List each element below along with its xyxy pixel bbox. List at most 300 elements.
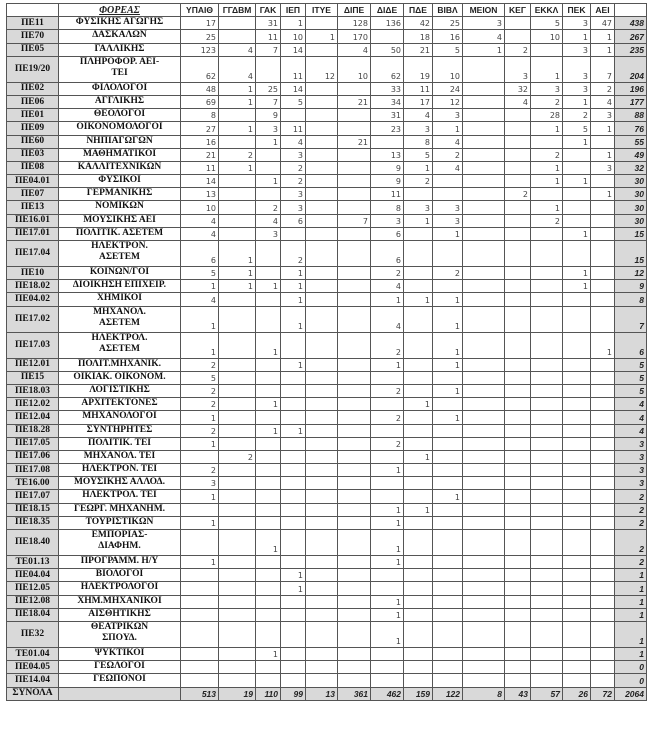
- totals-row: [7, 687, 647, 700]
- value-cell: [256, 582, 281, 595]
- row-total: 1: [615, 647, 647, 660]
- value-cell: 4: [371, 306, 404, 332]
- row-code: ΠΕ18.40: [7, 530, 59, 556]
- value-cell: 4: [256, 214, 281, 227]
- value-cell: 3: [433, 109, 463, 122]
- value-cell: [563, 161, 591, 174]
- value-cell: 6: [371, 227, 404, 240]
- row-total: 9: [615, 280, 647, 293]
- row-total: 3: [615, 477, 647, 490]
- value-cell: [463, 306, 505, 332]
- value-cell: [281, 450, 306, 463]
- value-cell: [256, 477, 281, 490]
- value-cell: [563, 241, 591, 267]
- value-cell: 1: [256, 530, 281, 556]
- row-code: ΠΕ12.04: [7, 411, 59, 424]
- value-cell: [531, 411, 563, 424]
- row-name: ΠΡΟΓΡΑΜΜ. Η/Υ: [59, 556, 181, 569]
- value-cell: 50: [371, 43, 404, 56]
- value-cell: 1: [371, 621, 404, 647]
- value-cell: 16: [433, 30, 463, 43]
- row-name: ΓΑΛΛΙΚΗΣ: [59, 43, 181, 56]
- table-row: [7, 608, 647, 621]
- value-cell: 1: [531, 201, 563, 214]
- row-total: 32: [615, 161, 647, 174]
- row-code: ΠΕ11: [7, 17, 59, 30]
- value-cell: 23: [371, 122, 404, 135]
- value-cell: 12: [306, 56, 338, 82]
- value-cell: 1: [563, 227, 591, 240]
- value-cell: 123: [181, 43, 219, 56]
- value-cell: 1: [371, 516, 404, 529]
- column-header: ΑΕΙ: [591, 4, 615, 17]
- value-cell: [306, 201, 338, 214]
- value-cell: [531, 227, 563, 240]
- value-cell: [371, 582, 404, 595]
- value-cell: [219, 30, 256, 43]
- value-cell: 1: [281, 17, 306, 30]
- value-cell: [281, 384, 306, 397]
- value-cell: [563, 332, 591, 358]
- value-cell: [306, 424, 338, 437]
- table-row: [7, 477, 647, 490]
- value-cell: [531, 188, 563, 201]
- value-cell: [306, 503, 338, 516]
- value-cell: 10: [338, 56, 371, 82]
- value-cell: [531, 490, 563, 503]
- totals-label: ΣΥΝΟΛΑ: [7, 687, 59, 700]
- row-name: ΑΡΧΙΤΕΚΤΟΝΕΣ: [59, 398, 181, 411]
- value-cell: 1: [281, 280, 306, 293]
- value-cell: [256, 464, 281, 477]
- value-cell: 4: [371, 280, 404, 293]
- value-cell: [505, 148, 531, 161]
- value-cell: [591, 437, 615, 450]
- value-cell: [563, 661, 591, 674]
- value-cell: [433, 371, 463, 384]
- value-cell: [591, 201, 615, 214]
- value-cell: [563, 647, 591, 660]
- row-total: 4: [615, 398, 647, 411]
- table-row: [7, 450, 647, 463]
- value-cell: [505, 516, 531, 529]
- value-cell: 3: [256, 122, 281, 135]
- value-cell: [531, 306, 563, 332]
- value-cell: 3: [433, 201, 463, 214]
- row-total: 88: [615, 109, 647, 122]
- value-cell: 2: [281, 175, 306, 188]
- row-total: 2: [615, 556, 647, 569]
- value-cell: [219, 595, 256, 608]
- value-cell: 18: [404, 30, 433, 43]
- row-name: ΨΥΚΤΙΚΟΙ: [59, 647, 181, 660]
- value-cell: 4: [591, 95, 615, 108]
- value-cell: [306, 241, 338, 267]
- value-cell: [404, 411, 433, 424]
- value-cell: 2: [433, 267, 463, 280]
- row-code: ΠΕ17.02: [7, 306, 59, 332]
- value-cell: [563, 556, 591, 569]
- value-cell: 1: [281, 424, 306, 437]
- row-code: ΠΕ17.04: [7, 241, 59, 267]
- value-cell: [338, 241, 371, 267]
- value-cell: 3: [371, 214, 404, 227]
- row-name: ΗΛΕΚΤΡΟΝ. ΑΣΕΤΕΜ: [59, 241, 181, 267]
- row-code: ΠΕ17.07: [7, 490, 59, 503]
- value-cell: 6: [181, 241, 219, 267]
- row-total: 4: [615, 424, 647, 437]
- value-cell: [281, 477, 306, 490]
- row-code: ΠΕ12.05: [7, 582, 59, 595]
- row-code: ΠΕ17.06: [7, 450, 59, 463]
- value-cell: [404, 227, 433, 240]
- value-cell: 2: [591, 82, 615, 95]
- value-cell: [463, 161, 505, 174]
- row-total: 177: [615, 95, 647, 108]
- value-cell: [463, 227, 505, 240]
- value-cell: 48: [181, 82, 219, 95]
- value-cell: 12: [433, 95, 463, 108]
- value-cell: 1: [563, 175, 591, 188]
- value-cell: [505, 201, 531, 214]
- value-cell: 1: [433, 332, 463, 358]
- value-cell: [505, 214, 531, 227]
- row-name: ΒΙΟΛΟΓΟΙ: [59, 569, 181, 582]
- value-cell: [404, 384, 433, 397]
- value-cell: [563, 437, 591, 450]
- value-cell: [463, 398, 505, 411]
- row-name: ΘΕΑΤΡΙΚΩΝ ΣΠΟΥΔ.: [59, 621, 181, 647]
- value-cell: 5: [181, 267, 219, 280]
- value-cell: [591, 424, 615, 437]
- value-cell: [463, 280, 505, 293]
- value-cell: [591, 371, 615, 384]
- value-cell: [531, 371, 563, 384]
- value-cell: 4: [181, 293, 219, 306]
- value-cell: [433, 175, 463, 188]
- value-cell: [505, 306, 531, 332]
- value-cell: [338, 503, 371, 516]
- value-cell: [591, 516, 615, 529]
- value-cell: [306, 148, 338, 161]
- value-cell: 16: [181, 135, 219, 148]
- row-total: 5: [615, 384, 647, 397]
- column-total: 57: [531, 687, 563, 700]
- value-cell: 32: [505, 82, 531, 95]
- value-cell: 2: [433, 148, 463, 161]
- totals-blank: [59, 687, 181, 700]
- value-cell: [306, 384, 338, 397]
- value-cell: 1: [531, 122, 563, 135]
- value-cell: [463, 621, 505, 647]
- row-name: ΜΗΧΑΝΟΛΟΓΟΙ: [59, 411, 181, 424]
- value-cell: [338, 595, 371, 608]
- value-cell: [338, 280, 371, 293]
- value-cell: [505, 621, 531, 647]
- column-header: ΜΕΙΟΝ: [463, 4, 505, 17]
- value-cell: [433, 450, 463, 463]
- value-cell: [505, 109, 531, 122]
- value-cell: [306, 569, 338, 582]
- value-cell: 3: [433, 214, 463, 227]
- value-cell: [563, 595, 591, 608]
- value-cell: [371, 398, 404, 411]
- value-cell: 1: [181, 490, 219, 503]
- column-header: ΔΙΔΕ: [371, 4, 404, 17]
- row-name: ΦΥΣΙΚΗΣ ΑΓΩΓΗΣ: [59, 17, 181, 30]
- value-cell: [404, 621, 433, 647]
- value-cell: 5: [433, 43, 463, 56]
- value-cell: [281, 371, 306, 384]
- row-total: 204: [615, 56, 647, 82]
- value-cell: 4: [181, 227, 219, 240]
- value-cell: [338, 358, 371, 371]
- value-cell: 2: [371, 384, 404, 397]
- value-cell: 3: [505, 56, 531, 82]
- table-row: [7, 122, 647, 135]
- row-name: ΘΕΟΛΟΓΟΙ: [59, 109, 181, 122]
- value-cell: [505, 267, 531, 280]
- value-cell: [433, 437, 463, 450]
- value-cell: 31: [256, 17, 281, 30]
- column-total: 122: [433, 687, 463, 700]
- table-row: [7, 135, 647, 148]
- value-cell: [181, 661, 219, 674]
- value-cell: [463, 477, 505, 490]
- value-cell: [463, 122, 505, 135]
- row-name: ΔΑΣΚΑΛΩΝ: [59, 30, 181, 43]
- value-cell: [505, 608, 531, 621]
- value-cell: 3: [531, 82, 563, 95]
- value-cell: [404, 569, 433, 582]
- value-cell: [531, 530, 563, 556]
- row-total: 49: [615, 148, 647, 161]
- value-cell: [371, 661, 404, 674]
- value-cell: [306, 621, 338, 647]
- value-cell: [531, 398, 563, 411]
- value-cell: [256, 556, 281, 569]
- column-header: ΕΚΚΛ: [531, 4, 563, 17]
- row-code: ΠΕ13: [7, 201, 59, 214]
- value-cell: [219, 227, 256, 240]
- value-cell: [306, 43, 338, 56]
- value-cell: [338, 227, 371, 240]
- value-cell: [505, 411, 531, 424]
- column-total: 513: [181, 687, 219, 700]
- value-cell: 21: [181, 148, 219, 161]
- value-cell: [306, 227, 338, 240]
- row-code: ΠΕ18.15: [7, 503, 59, 516]
- value-cell: [306, 306, 338, 332]
- value-cell: [505, 503, 531, 516]
- value-cell: [256, 384, 281, 397]
- value-cell: [563, 214, 591, 227]
- value-cell: [404, 358, 433, 371]
- row-name: ΗΛΕΚΤΡΟΛ. ΤΕΙ: [59, 490, 181, 503]
- value-cell: [306, 608, 338, 621]
- value-cell: 11: [181, 161, 219, 174]
- value-cell: [404, 306, 433, 332]
- value-cell: [404, 371, 433, 384]
- value-cell: [463, 371, 505, 384]
- value-cell: [591, 214, 615, 227]
- row-total: 30: [615, 214, 647, 227]
- value-cell: [433, 280, 463, 293]
- value-cell: 2: [281, 241, 306, 267]
- value-cell: [531, 516, 563, 529]
- value-cell: 1: [433, 358, 463, 371]
- value-cell: [591, 450, 615, 463]
- row-code: ΠΕ19/20: [7, 56, 59, 82]
- value-cell: 3: [563, 43, 591, 56]
- row-name: ΜΗΧΑΝΟΛ. ΑΣΕΤΕΜ: [59, 306, 181, 332]
- value-cell: [433, 398, 463, 411]
- value-cell: 21: [404, 43, 433, 56]
- table-row: [7, 109, 647, 122]
- value-cell: 128: [338, 17, 371, 30]
- value-cell: [505, 424, 531, 437]
- value-cell: 6: [281, 214, 306, 227]
- value-cell: [463, 595, 505, 608]
- value-cell: 11: [281, 122, 306, 135]
- row-name: ΚΟΙΝΩΝ/ΓΟΙ: [59, 267, 181, 280]
- table-row: [7, 464, 647, 477]
- value-cell: [591, 595, 615, 608]
- value-cell: [338, 306, 371, 332]
- value-cell: [371, 569, 404, 582]
- value-cell: 1: [181, 556, 219, 569]
- value-cell: [531, 556, 563, 569]
- value-cell: [219, 464, 256, 477]
- value-cell: 1: [433, 384, 463, 397]
- value-cell: 1: [371, 556, 404, 569]
- row-code: ΠΕ18.04: [7, 608, 59, 621]
- value-cell: [463, 661, 505, 674]
- row-code: ΠΕ01: [7, 109, 59, 122]
- value-cell: 1: [563, 280, 591, 293]
- value-cell: [306, 293, 338, 306]
- value-cell: 2: [281, 161, 306, 174]
- value-cell: [433, 608, 463, 621]
- column-header: ΠΕΚ: [563, 4, 591, 17]
- row-code: ΠΕ32: [7, 621, 59, 647]
- value-cell: [463, 109, 505, 122]
- value-cell: [256, 608, 281, 621]
- value-cell: 1: [371, 503, 404, 516]
- row-total: 3: [615, 464, 647, 477]
- row-name: ΠΛΗΡΟΦΟΡ. ΑΕΙ- ΤΕΙ: [59, 56, 181, 82]
- row-name: ΗΛΕΚΤΡΟΛΟΓΟΙ: [59, 582, 181, 595]
- value-cell: [591, 241, 615, 267]
- value-cell: [404, 647, 433, 660]
- value-cell: [338, 175, 371, 188]
- value-cell: [281, 464, 306, 477]
- value-cell: 3: [181, 477, 219, 490]
- value-cell: [591, 175, 615, 188]
- value-cell: [338, 332, 371, 358]
- value-cell: [404, 280, 433, 293]
- value-cell: 8: [181, 109, 219, 122]
- column-header: [615, 4, 647, 17]
- value-cell: [505, 135, 531, 148]
- row-code: ΠΕ03: [7, 148, 59, 161]
- value-cell: 3: [463, 17, 505, 30]
- value-cell: [338, 267, 371, 280]
- row-total: 235: [615, 43, 647, 56]
- staff-distribution-table: [6, 3, 647, 701]
- value-cell: [505, 477, 531, 490]
- row-name: ΗΛΕΚΤΡΟΝ. ΤΕΙ: [59, 464, 181, 477]
- row-name: ΧΗΜ.ΜΗΧΑΝΙΚΟΙ: [59, 595, 181, 608]
- value-cell: [219, 384, 256, 397]
- row-name: ΗΛΕΚΤΡΟΛ. ΑΣΕΤΕΜ: [59, 332, 181, 358]
- value-cell: [219, 293, 256, 306]
- value-cell: [433, 582, 463, 595]
- value-cell: 1: [181, 280, 219, 293]
- value-cell: 3: [591, 161, 615, 174]
- value-cell: [306, 82, 338, 95]
- value-cell: [371, 424, 404, 437]
- value-cell: [371, 450, 404, 463]
- value-cell: 17: [404, 95, 433, 108]
- value-cell: [433, 661, 463, 674]
- value-cell: [463, 293, 505, 306]
- value-cell: [505, 241, 531, 267]
- value-cell: 1: [433, 227, 463, 240]
- value-cell: [591, 647, 615, 660]
- value-cell: [591, 556, 615, 569]
- row-total: 1: [615, 608, 647, 621]
- value-cell: 2: [531, 95, 563, 108]
- row-name: ΜΗΧΑΝΟΛ. ΤΕΙ: [59, 450, 181, 463]
- value-cell: [531, 267, 563, 280]
- value-cell: [306, 175, 338, 188]
- value-cell: [306, 556, 338, 569]
- value-cell: [306, 464, 338, 477]
- value-cell: [404, 490, 433, 503]
- row-total: 1: [615, 621, 647, 647]
- value-cell: [563, 188, 591, 201]
- value-cell: [404, 608, 433, 621]
- table-row: [7, 384, 647, 397]
- value-cell: [181, 530, 219, 556]
- value-cell: [281, 647, 306, 660]
- row-name: ΜΟΥΣΙΚΗΣ ΑΕΙ: [59, 214, 181, 227]
- column-total: 13: [306, 687, 338, 700]
- value-cell: [563, 464, 591, 477]
- value-cell: 47: [591, 17, 615, 30]
- value-cell: 1: [433, 293, 463, 306]
- value-cell: [463, 450, 505, 463]
- value-cell: [256, 503, 281, 516]
- value-cell: 14: [281, 82, 306, 95]
- value-cell: 2: [531, 148, 563, 161]
- value-cell: [219, 530, 256, 556]
- table-row: [7, 556, 647, 569]
- value-cell: 1: [591, 148, 615, 161]
- value-cell: 27: [181, 122, 219, 135]
- value-cell: [463, 188, 505, 201]
- value-cell: 4: [219, 56, 256, 82]
- table-row: [7, 516, 647, 529]
- value-cell: 1: [463, 43, 505, 56]
- row-code: ΠΕ02: [7, 82, 59, 95]
- table-row: [7, 161, 647, 174]
- row-total: 7: [615, 306, 647, 332]
- value-cell: 42: [404, 17, 433, 30]
- value-cell: 1: [256, 175, 281, 188]
- value-cell: [433, 464, 463, 477]
